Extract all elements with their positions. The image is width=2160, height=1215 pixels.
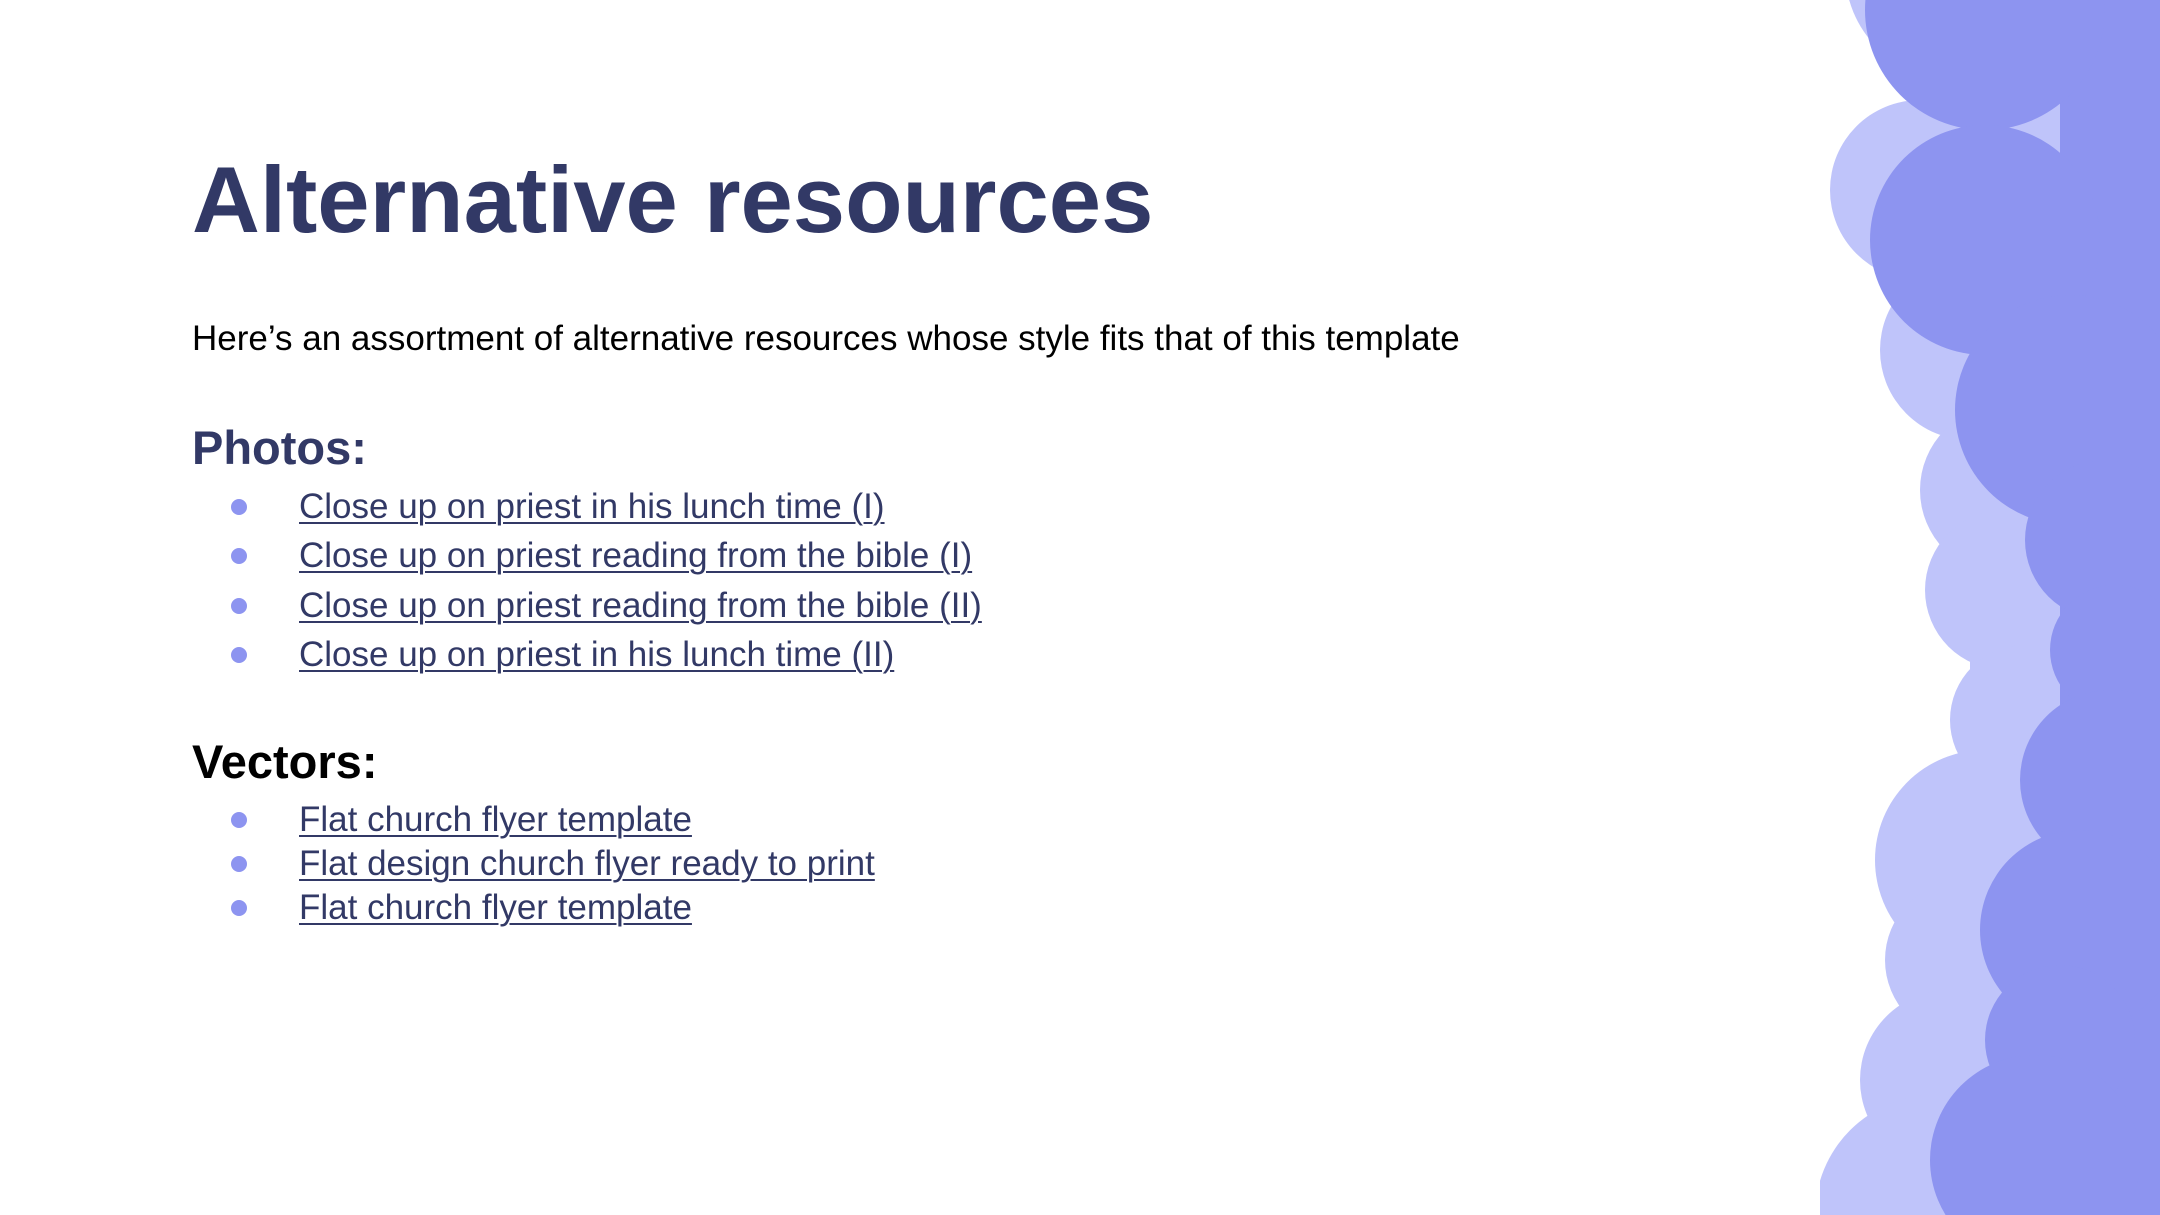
photo-link-priest-bible-1[interactable]: Close up on priest reading from the bible (I) bbox=[299, 536, 973, 576]
photo-link-item bbox=[192, 581, 982, 631]
vectors-link-list bbox=[192, 798, 875, 930]
bullet-icon bbox=[231, 812, 247, 828]
photo-link-item bbox=[192, 482, 982, 532]
photo-link-priest-lunch-2[interactable]: Close up on priest in his lunch time (II) bbox=[299, 635, 895, 675]
vector-link-item bbox=[192, 886, 875, 930]
bullet-icon bbox=[231, 548, 247, 564]
bullet-icon bbox=[231, 598, 247, 614]
photos-link-list bbox=[192, 482, 982, 680]
bullet-icon bbox=[231, 647, 247, 663]
bullet-icon bbox=[231, 499, 247, 515]
photo-link-priest-bible-2[interactable]: Close up on priest reading from the bible (II) bbox=[299, 585, 982, 625]
photo-link-item bbox=[192, 631, 982, 681]
vector-link-church-flyer-2[interactable]: Flat church flyer template bbox=[299, 888, 692, 927]
photo-link-item bbox=[192, 532, 982, 582]
bullet-icon bbox=[231, 856, 247, 872]
slide-title: Alternative resources bbox=[192, 147, 1154, 252]
scalloped-border-decoration bbox=[1820, 0, 2160, 1215]
vector-link-church-flyer-1[interactable]: Flat church flyer template bbox=[299, 800, 692, 839]
vector-link-church-flyer-print[interactable]: Flat design church flyer ready to print bbox=[299, 844, 875, 883]
vector-link-item bbox=[192, 842, 875, 886]
vectors-heading: Vectors: bbox=[192, 735, 378, 788]
intro-text: Here’s an assortment of alternative resources whose style fits that of this template bbox=[192, 319, 1460, 358]
photo-link-priest-lunch-1[interactable]: Close up on priest in his lunch time (I) bbox=[299, 486, 885, 526]
bullet-icon bbox=[231, 900, 247, 916]
photos-heading: Photos: bbox=[192, 421, 367, 474]
vector-link-item bbox=[192, 798, 875, 842]
